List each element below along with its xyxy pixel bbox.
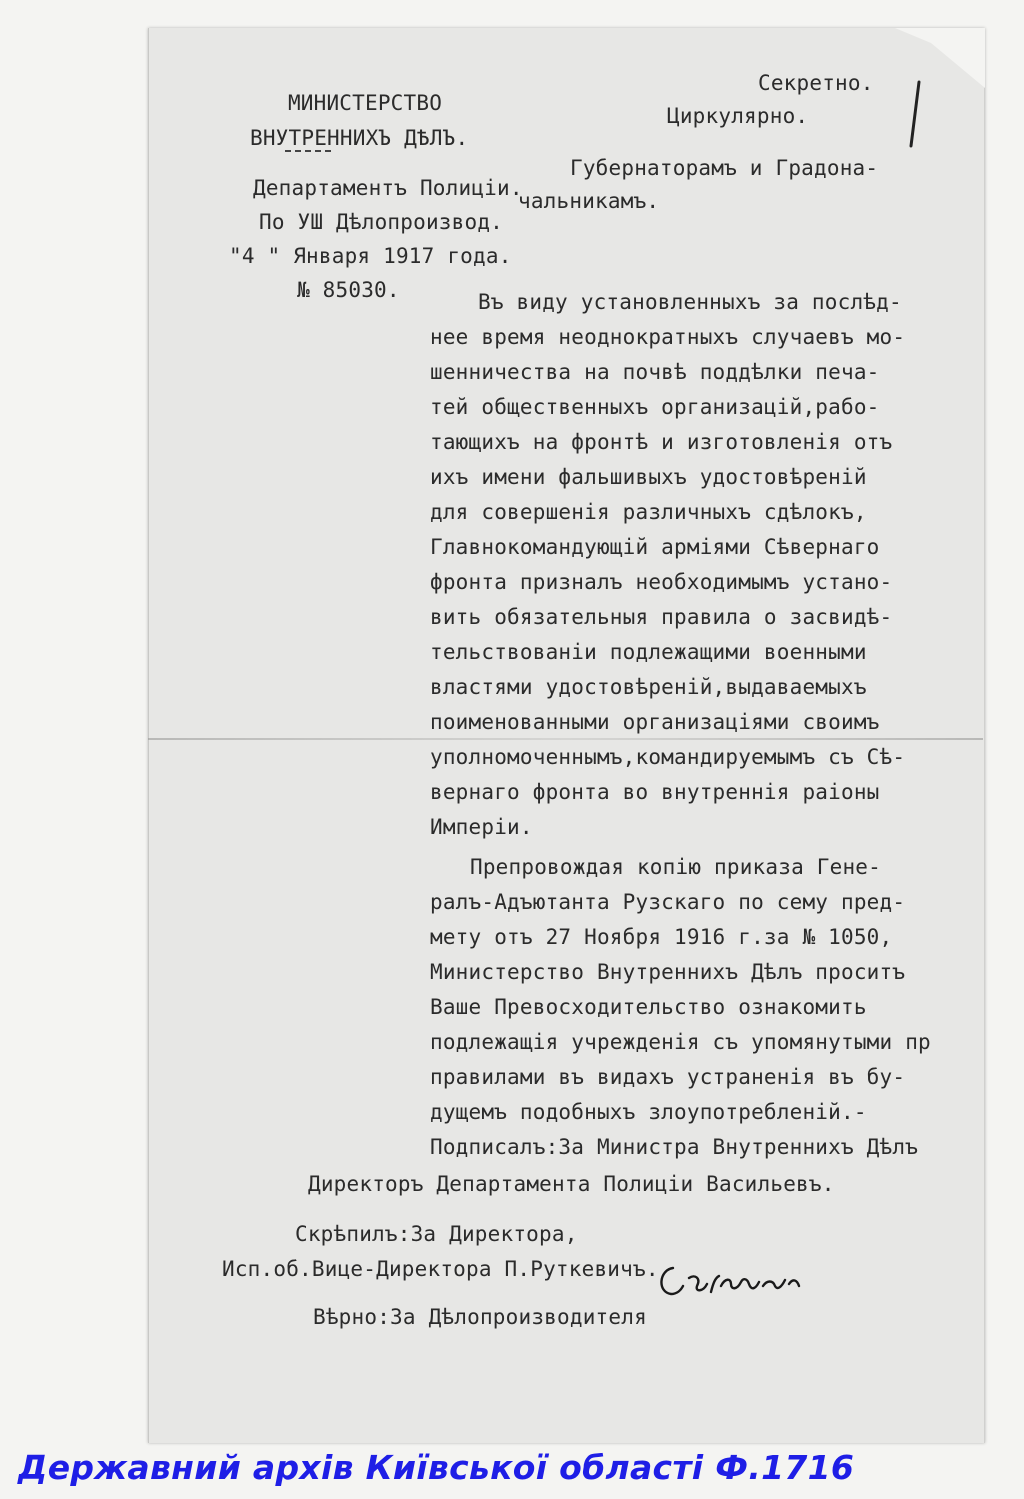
body-line: фронта призналъ необходимымъ устано- [430,570,893,594]
body-line: Имперіи. [430,815,533,839]
circular-mark: Циркулярно. [667,104,809,128]
countersign-line: Скрѣпилъ:За Директора, [295,1222,578,1246]
body-line: Главнокомандующій арміями Сѣвернаго [430,535,880,559]
body-line: вить обязательныя правила о засвидѣ- [430,605,893,629]
verified-line: Вѣрно:За Дѣлопроизводителя [313,1305,647,1329]
department-label: Департаментъ Полиціи. [253,176,523,200]
body-line: правилами въ видахъ устраненія въ бу- [430,1065,906,1089]
header-divider [285,150,331,152]
ministry-title-line1: МИНИСТЕРСТВО [287,91,443,115]
body-line: Ваше Превосходительство ознакомить [430,995,867,1019]
body-line: шенничества на почвѣ поддѣлки печа- [430,360,880,384]
body-line: мету отъ 27 Ноября 1916 г.за № 1050, [430,925,893,949]
addressee-line1: Губернаторамъ и Градона- [570,156,879,180]
body-line: тельствованіи подлежащими военными [430,640,867,664]
secret-mark: Секретно. [758,71,874,95]
body-line: для совершенія различныхъ сдѣлокъ, [430,500,867,524]
body-line: властями удостовѣреній,выдаваемыхъ [430,675,867,699]
handwritten-signature [655,1256,805,1306]
pen-stroke-mark [905,80,925,150]
body-line: уполномоченнымъ,командируемымъ съ Сѣ- [430,745,906,769]
body-line: дущемъ подобныхъ злоупотребленій.- [430,1100,867,1124]
body-line: тей общественныхъ организацій,рабо- [430,395,880,419]
body-line: вернаго фронта во внутреннія раіоны [430,780,880,804]
archive-footer-label: Державний архів Київської області Ф.1716 [18,1448,855,1487]
body-line: Препровождая копію приказа Гене- [470,855,881,879]
body-line: ихъ имени фальшивыхъ удостовѣреній [430,465,867,489]
body-line: ралъ-Адъютанта Рузскаго по сему пред- [430,890,906,914]
body-line: Министерство Внутреннихъ Дѣлъ проситъ [430,960,906,984]
director-signature-line: Директоръ Департамента Полиціи Васильевъ. [308,1172,835,1196]
paper-fold-line [148,738,983,740]
body-line: Въ виду установленныхъ за послѣд- [478,290,902,314]
office-label: По УШ Дѣлопроизвод. [259,210,504,234]
body-line: нее время неоднократныхъ случаевъ мо- [430,325,906,349]
vice-director-line: Исп.об.Вице-Директора П.Руткевичъ. [222,1257,659,1281]
ministry-title-line2: ВНУТРЕННИХЪ ДѢЛЪ. [250,126,469,150]
body-line: поименованными организаціями своимъ [430,710,880,734]
body-line: Подписалъ:За Министра Внутреннихъ Дѣлъ [430,1135,919,1159]
addressee-line2: чальникамъ. [518,189,660,213]
document-number: № 85030. [297,278,400,302]
document-date: "4 " Января 1917 года. [229,244,512,268]
body-line: подлежащія учрежденія съ упомянутыми пр [430,1030,931,1054]
body-line: тающихъ на фронтѣ и изготовленія отъ [430,430,893,454]
